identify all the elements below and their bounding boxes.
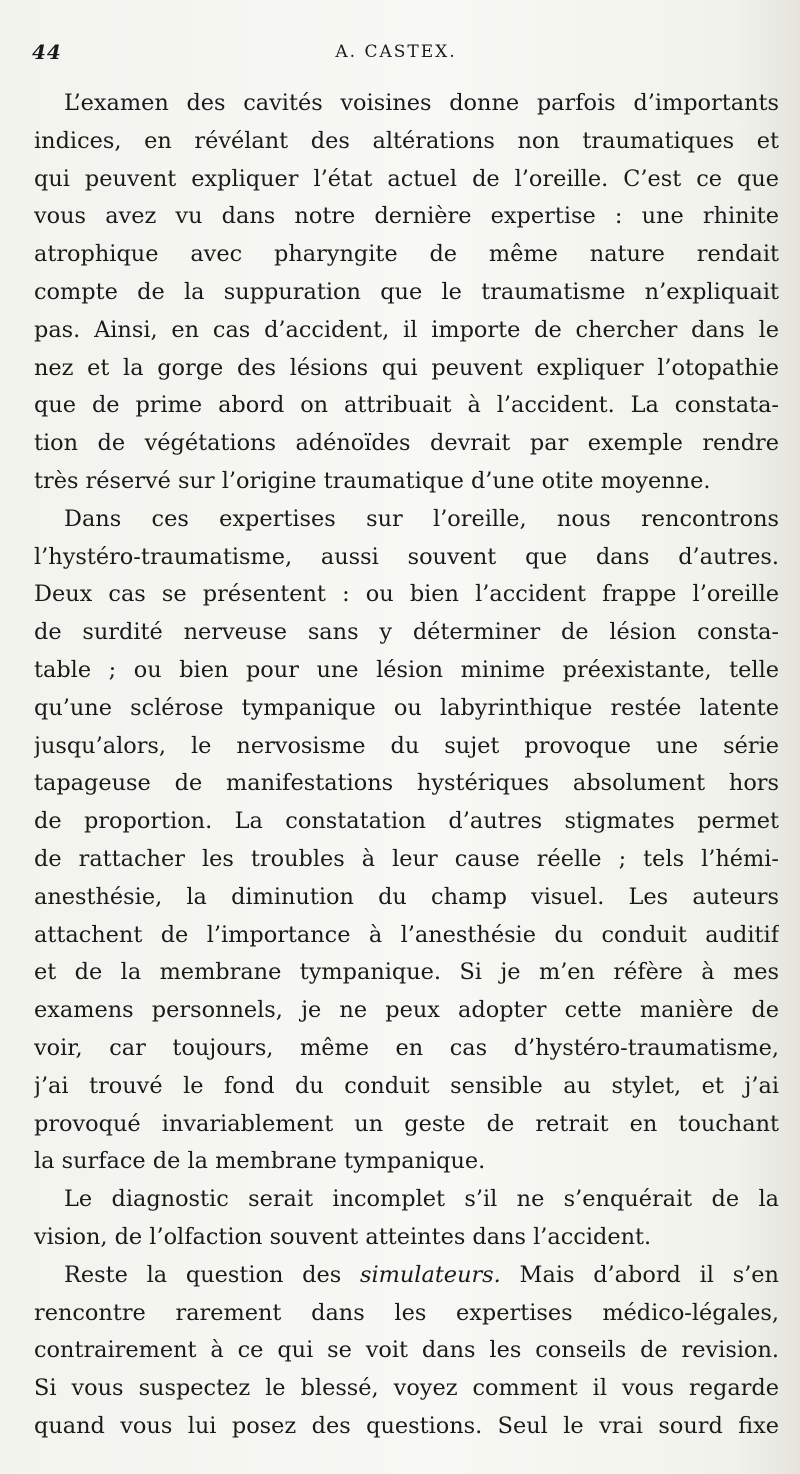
running-head: A. CASTEX.	[335, 42, 457, 62]
text-line: qui peuvent expliquer l’état actuel de l’oreille. C’est ce que	[34, 165, 779, 192]
text-line: qu’une sclérose tympanique ou labyrinthique restée latente	[34, 694, 779, 721]
text-line: j’ai trouvé le fond du conduit sensible au stylet, et j’ai	[34, 1072, 779, 1099]
text-line: de surdité nerveuse sans y déterminer de lésion consta-	[34, 619, 779, 646]
text-line: de proportion. La constatation d’autres stigmates permet	[34, 808, 779, 835]
text-line: pas. Ainsi, en cas d’accident, il importe de chercher dans le	[34, 316, 779, 343]
text-line: Si vous suspectez le blessé, voyez comment il vous regarde	[34, 1375, 779, 1402]
text-line: provoqué invariablement un geste de retrait en touchant	[34, 1110, 779, 1137]
text-line: table ; ou bien pour une lésion minime préexistante, telle	[34, 656, 779, 683]
text-line: jusqu’alors, le nervosisme du sujet provoque une série	[34, 732, 779, 759]
text-line: indices, en révélant des altérations non traumatiques et	[34, 127, 779, 154]
text-run: Reste la question des	[64, 1261, 360, 1288]
text-line: Le diagnostic serait incomplet s’il ne s’enquérait de la	[64, 1186, 779, 1213]
text-line: de rattacher les troubles à leur cause réelle ; tels l’hémi-	[34, 845, 779, 872]
text-line: tion de végétations adénoïdes devrait par exemple rendre	[34, 430, 779, 457]
text-line: examens personnels, je ne peux adopter cette manière de	[34, 997, 779, 1024]
text-line: anesthésie, la diminution du champ visuel. Les auteurs	[34, 883, 779, 910]
page-number: 44	[32, 40, 62, 64]
text-line: très réservé sur l’origine traumatique d’une otite moyenne.	[34, 467, 711, 494]
emphasized-word: simulateurs.	[360, 1261, 501, 1288]
text-line: Dans ces expertises sur l’oreille, nous rencontrons	[64, 505, 779, 532]
text-line: voir, car toujours, même en cas d’hystéro-traumatisme,	[34, 1034, 779, 1061]
text-line-with-emphasis	[34, 1257, 779, 1295]
text-line: L’examen des cavités voisines donne parfois d’importants	[64, 90, 779, 116]
text-line: rencontre rarement dans les expertises médico-légales,	[34, 1299, 779, 1326]
text-line: que de prime abord on attribuait à l’accident. La constata-	[34, 392, 779, 419]
text-line: tapageuse de manifestations hystériques absolument hors	[34, 770, 779, 797]
text-line: attachent de l’importance à l’anesthésie du conduit auditif	[34, 921, 779, 948]
text-run: Mais d’abord il s’en	[500, 1261, 779, 1288]
text-line: atrophique avec pharyngite de même nature rendait	[34, 241, 779, 268]
text-line: vous avez vu dans notre dernière expertise : une rhinite	[34, 203, 779, 230]
text-line: l’hystéro-traumatisme, aussi souvent que dans d’autres.	[34, 543, 779, 570]
text-line: quand vous lui posez des questions. Seul le vrai sourd fixe	[34, 1412, 779, 1439]
text-line: nez et la gorge des lésions qui peuvent expliquer l’otopathie	[34, 354, 779, 381]
page-header	[32, 40, 760, 70]
text-line: compte de la suppuration que le traumatisme n’expliquait	[34, 278, 779, 305]
text-line: et de la membrane tympanique. Si je m’en réfère à mes	[34, 959, 779, 986]
text-line: contrairement à ce qui se voit dans les conseils de revision.	[34, 1337, 779, 1364]
body-text	[34, 85, 779, 1446]
text-line: vision, de l’olfaction souvent atteintes dans l’accident.	[34, 1223, 652, 1250]
text-line: la surface de la membrane tympanique.	[34, 1148, 486, 1175]
text-line: Deux cas se présentent : ou bien l’accident frappe l’oreille	[34, 581, 779, 608]
